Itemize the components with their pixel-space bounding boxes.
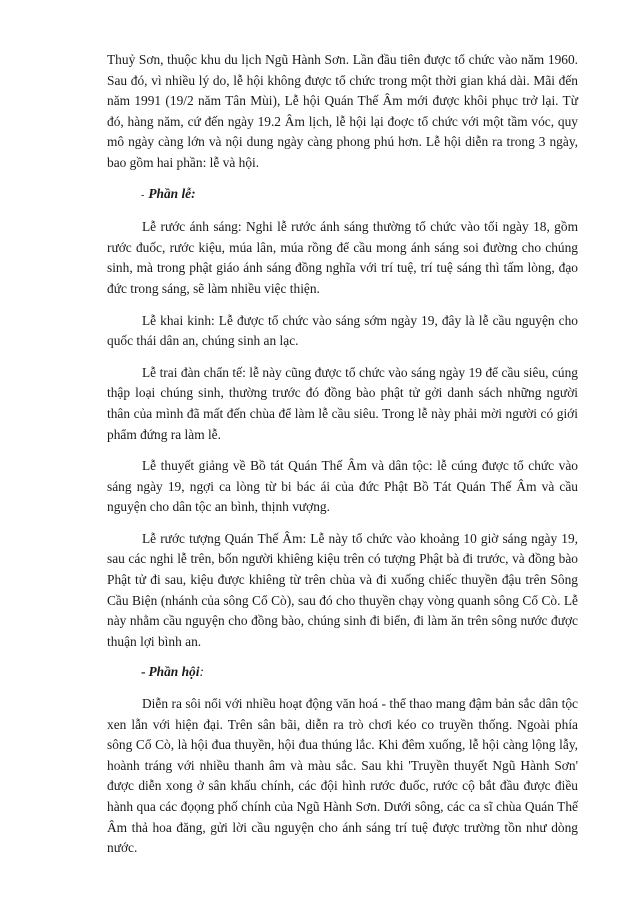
paragraph-le-thuyet-giang: Lễ thuyết giảng về Bồ tát Quán Thế Âm và dân tộc: lễ cúng được tổ chức vào sáng ngày 19, ngợi ca lòng từ bi bác ái của đức Phật Bồ Tát Quán Thế Âm và cầu nguyện cho dân tộc an bình, thịnh vượng. — [107, 458, 578, 515]
section-heading-phan-hoi — [107, 662, 578, 683]
paragraph-phan-hoi: Diễn ra sôi nổi với nhiều hoạt động văn hoá - thể thao mang đậm bản sắc dân tộc xen lẫn với hiện đại. Trên sân bãi, diễn ra trò chơi kéo co truyền thống. Ngoài phía sông Cổ Cò, là hội đua thuyền, hội đua thúng lắc. Khi đêm xuống, lễ hội càng lộng lẫy, hoành tráng với nhiều thanh âm và màu sắc. Sau khi 'Truyền thuyết Ngũ Hành Sơn' được diễn xong ở sân khấu chính, các đội hình rước đuốc, rước cộ bắt đầu được điều hành qua các đọọng phố chính của Ngũ Hành Sơn. Dưới sông, các ca sĩ chùa Quán Thế Âm thả hoa đăng, gửi lời cầu nguyện cho ánh sáng trí tuệ được trường tồn như dòng nước. — [107, 696, 578, 856]
heading-dash: - — [141, 189, 145, 201]
heading-dash: - — [141, 664, 146, 680]
paragraph-le-trai-dan: Lễ trai đàn chẩn tế: lễ này cũng được tổ chức vào sáng ngày 19 để cầu siêu, cúng thập loại chúng sinh, thường trước đó đồng bào phật tử gởi danh sách những người thân của mình đã mất đến chùa để làm lễ cầu siêu. Trong lễ này phải mời người có giới phẩm đứng ra làm lễ. — [107, 364, 578, 442]
heading-text: Phần hội — [148, 664, 200, 680]
document-page — [107, 50, 578, 859]
intro-paragraph: Thuỷ Sơn, thuộc khu du lịch Ngũ Hành Sơn. Lần đầu tiên được tổ chức vào năm 1960. Sau đó, vì nhiều lý do, lễ hội không được tổ chức trong một thời gian khá dài. Mãi đến năm 1991 (19/2 năm Tân Mùi), Lễ hội Quán Thế Âm mới được khôi phục trở lại. Từ đó, hàng năm, cứ đến ngày 19.2 Âm lịch, lễ hội lại đoợc tổ chức với một tầm vóc, quy mô ngày càng lớn và nội dung ngày càng phong phú hơn. Lễ hội diễn ra trong 3 ngày, bao gồm hai phần: lễ và hội. — [107, 52, 578, 170]
paragraph-le-ruoc-anh-sang: Lễ rước ánh sáng: Nghi lễ rước ánh sáng thường tổ chức vào tối ngày 18, gồm rước đuốc, rước kiệu, múa lân, múa rồng để cầu mong ánh sáng soi đường cho chúng sinh, mà trong phật giáo ánh sáng đồng nghĩa với trí tuệ, trí tuệ sáng thì tấm lòng, đạo đức trong sáng, sẽ làm nhiều việc thiện. — [107, 219, 578, 296]
heading-colon: : — [199, 664, 204, 680]
heading-text: Phần lễ: — [148, 185, 196, 201]
paragraph-le-khai-kinh: Lễ khai kinh: Lễ được tổ chức vào sáng sớm ngày 19, đây là lễ cầu nguyện cho quốc thái dân an, chúng sinh an lạc. — [107, 312, 578, 349]
section-heading-phan-le — [107, 184, 578, 207]
paragraph-le-ruoc-tuong: Lễ rước tượng Quán Thế Âm: Lễ này tổ chức vào khoảng 10 giờ sáng ngày 19, sau các nghi lễ trên, bốn người khiêng kiệu trên có tượng Phật bà đi trước, và đồng bào Phật tử đi sau, kiệu được khiêng từ trên chùa và đi xuống chiếc thuyền đậu trên Sông Cầu Biện (nhánh của sông Cổ Cò), sau đó cho thuyền chạy vòng quanh sông Cổ Cò. Lễ này nhằm cầu nguyện cho đồng bào, chúng sinh đi biển, đi làm ăn trên sông nước được thuận lợi bình an. — [107, 530, 578, 649]
